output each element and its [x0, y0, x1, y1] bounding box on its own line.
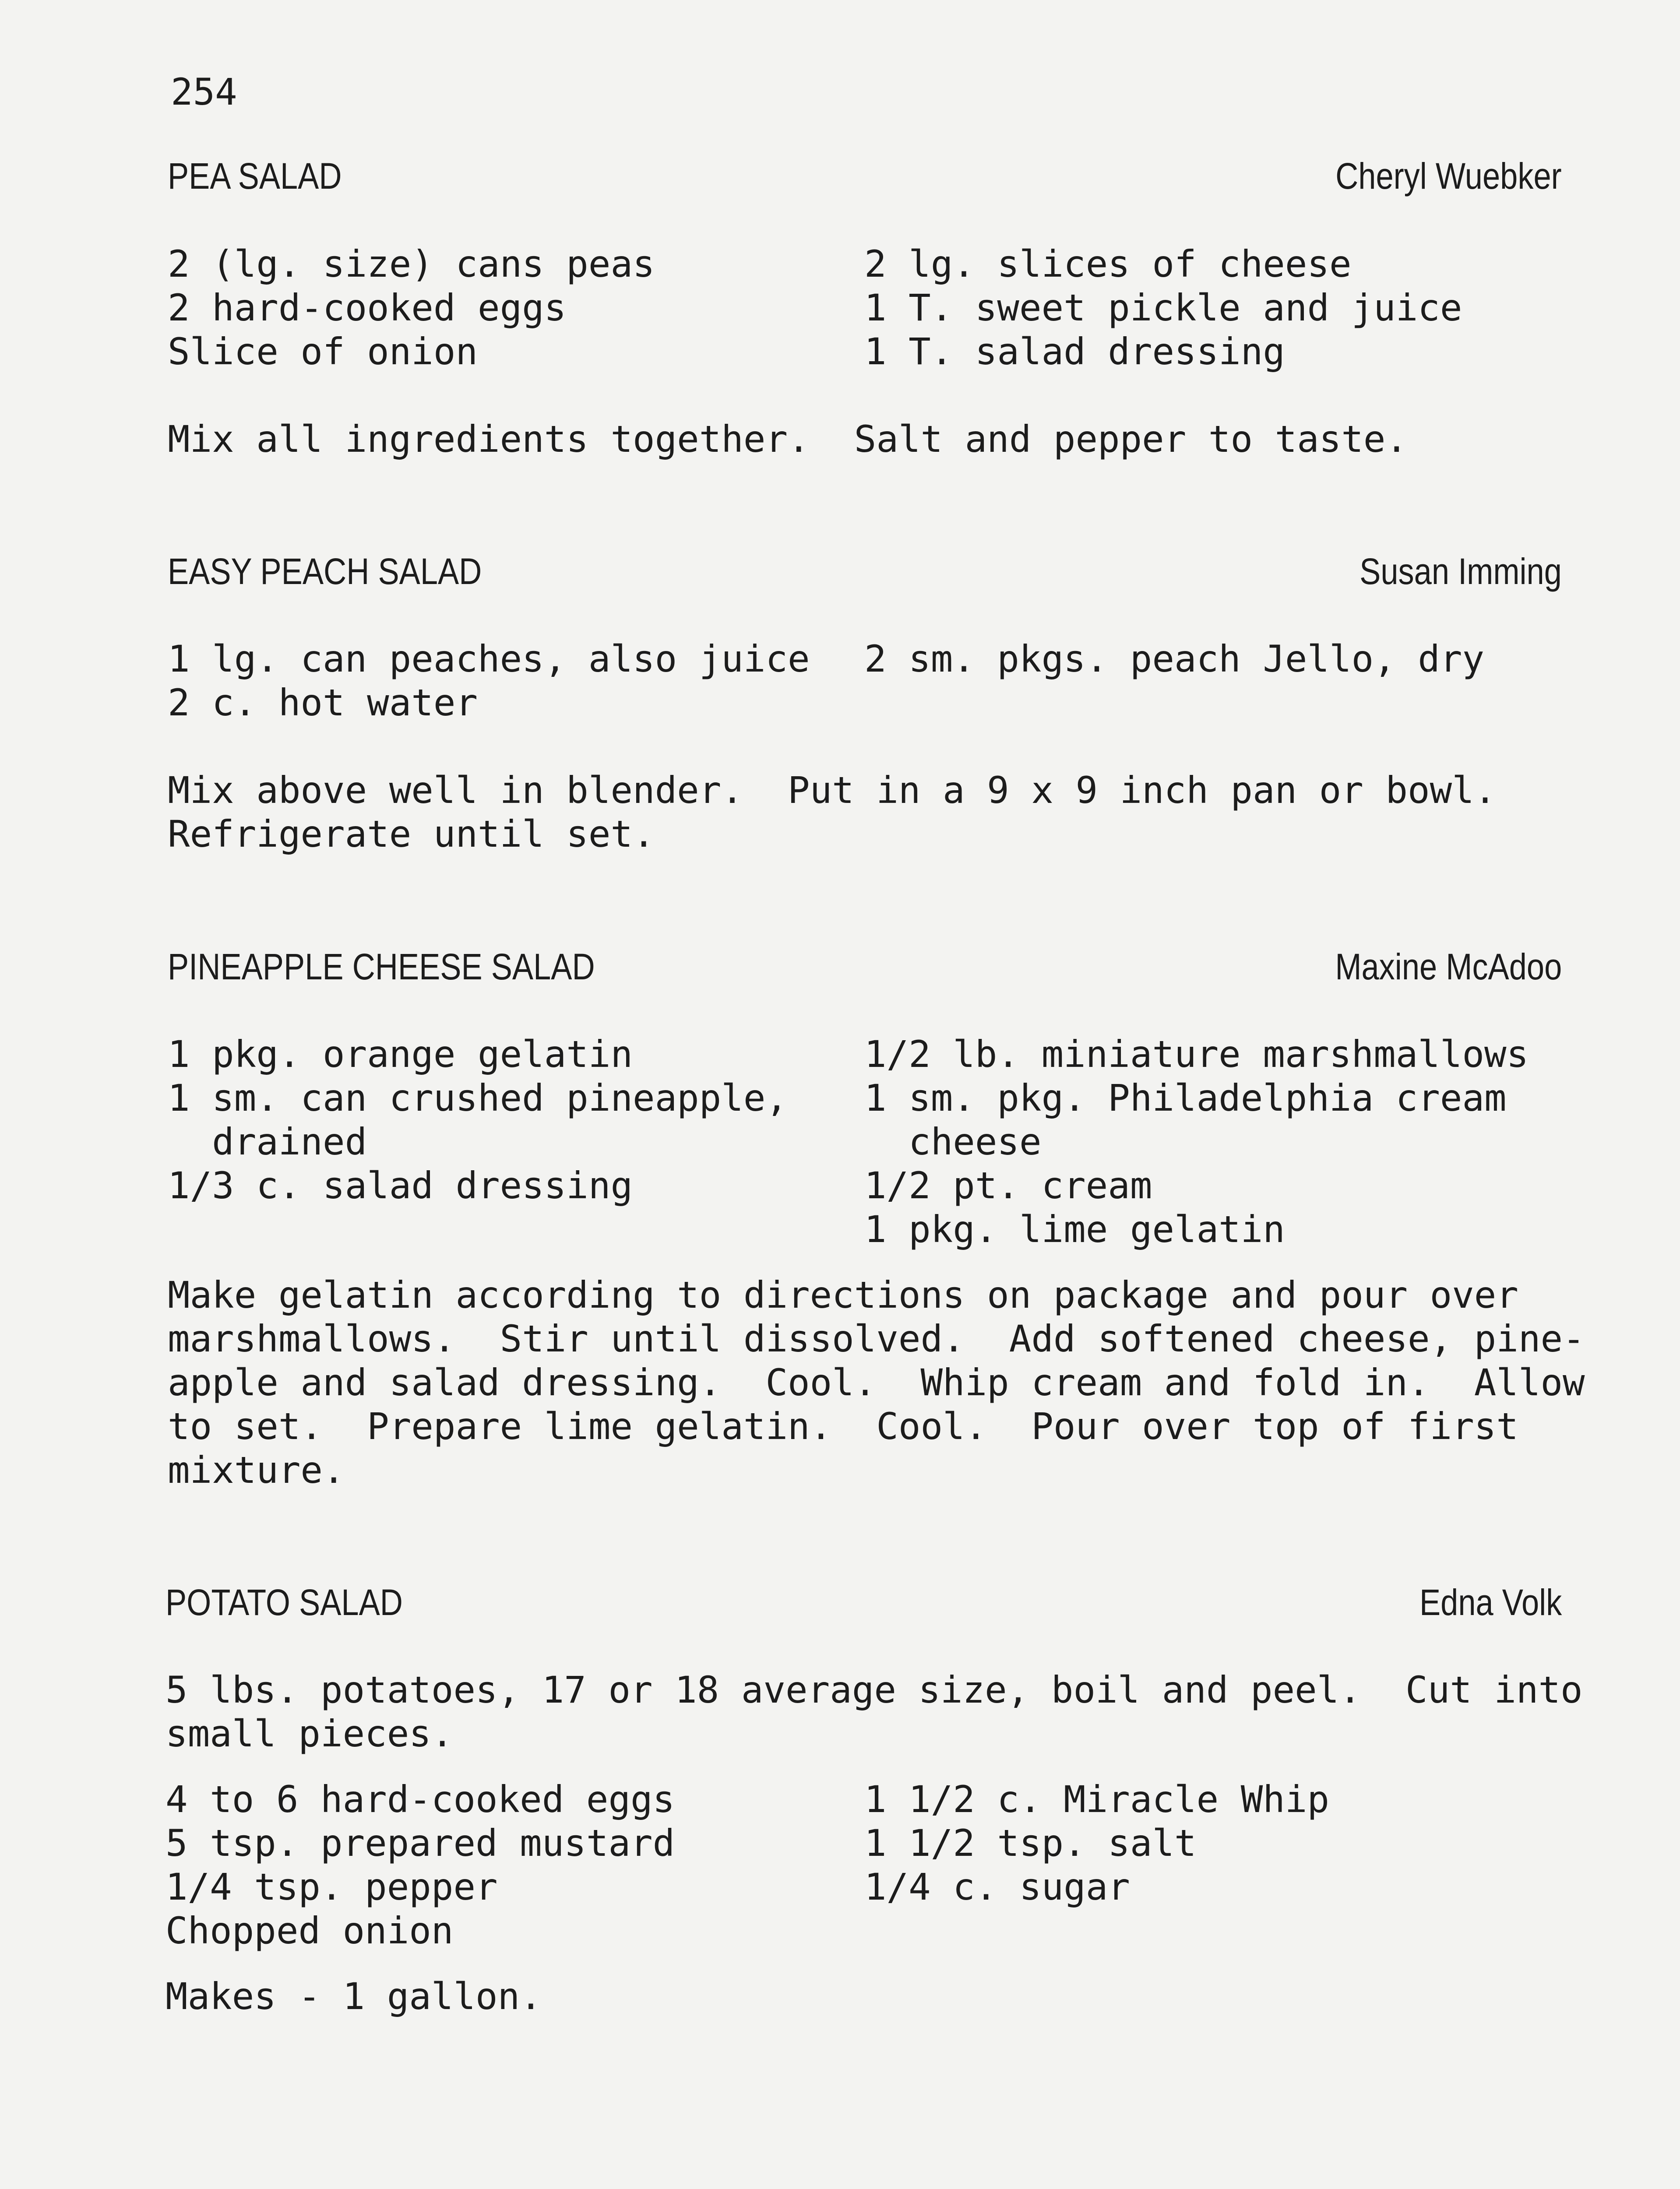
recipe-title: POTATO SALAD [166, 1582, 403, 1623]
ingredient-line: 1 lg. can peaches, also juice [168, 637, 810, 680]
ingredient-line: 1/3 c. salad dressing [168, 1164, 633, 1207]
ingredient-line: 1 T. salad dressing [864, 330, 1285, 373]
directions-line: Make gelatin according to directions on package and pour over [168, 1274, 1518, 1316]
ingredient-line: 1 T. sweet pickle and juice [864, 286, 1462, 329]
recipe-author: Maxine McAdoo [1335, 946, 1562, 987]
ingredient-line: 2 c. hot water [168, 681, 478, 724]
ingredient-line: 1 sm. pkg. Philadelphia cream [864, 1077, 1507, 1119]
recipe-title: EASY PEACH SALAD [168, 551, 482, 592]
ingredient-line: 5 tsp. prepared mustard [166, 1822, 675, 1865]
ingredient-line: Slice of onion [168, 330, 478, 373]
directions-line: mixture. [168, 1449, 345, 1492]
directions-line: Makes - 1 gallon. [166, 1975, 542, 2018]
page-number: 254 [171, 70, 237, 113]
directions-line: Mix all ingredients together. Salt and pepper to taste. [168, 418, 1408, 461]
directions-line: 5 lbs. potatoes, 17 or 18 average size, boil and peel. Cut into [166, 1668, 1583, 1711]
recipe-author: Susan Imming [1359, 551, 1562, 592]
recipe-title: PEA SALAD [168, 155, 342, 197]
ingredient-line: 1/2 pt. cream [864, 1164, 1152, 1207]
ingredient-line: 2 lg. slices of cheese [864, 243, 1352, 285]
ingredient-line: 1/2 lb. miniature marshmallows [864, 1033, 1529, 1076]
ingredient-line: 4 to 6 hard-cooked eggs [166, 1778, 675, 1821]
ingredient-line: Chopped onion [166, 1909, 454, 1952]
directions-line: to set. Prepare lime gelatin. Cool. Pour over top of first [168, 1405, 1518, 1448]
ingredient-line: 1 1/2 tsp. salt [864, 1822, 1197, 1865]
recipe-author: Cheryl Wuebker [1335, 155, 1562, 197]
ingredient-line: 2 hard-cooked eggs [168, 286, 567, 329]
directions-line: apple and salad dressing. Cool. Whip cream and fold in. Allow [168, 1361, 1585, 1404]
ingredient-line: 2 sm. pkgs. peach Jello, dry [864, 637, 1485, 680]
ingredient-line: 1 sm. can crushed pineapple, [168, 1077, 788, 1119]
recipe-title: PINEAPPLE CHEESE SALAD [168, 946, 595, 987]
ingredient-line: 2 (lg. size) cans peas [168, 243, 655, 285]
ingredient-line: 1/4 tsp. pepper [166, 1865, 498, 1908]
directions-line: small pieces. [166, 1712, 454, 1755]
ingredient-line: 1/4 c. sugar [864, 1865, 1130, 1908]
ingredient-line: 1 pkg. lime gelatin [864, 1208, 1285, 1251]
directions-line: Refrigerate until set. [168, 813, 655, 855]
directions-line: Mix above well in blender. Put in a 9 x 9 inch pan or bowl. [168, 769, 1497, 812]
directions-line: marshmallows. Stir until dissolved. Add softened cheese, pine- [168, 1317, 1585, 1360]
recipe-author: Edna Volk [1419, 1582, 1562, 1623]
ingredient-line: 1 pkg. orange gelatin [168, 1033, 633, 1076]
ingredient-line: drained [168, 1120, 367, 1163]
ingredient-line: cheese [864, 1120, 1042, 1163]
ingredient-line: 1 1/2 c. Miracle Whip [864, 1778, 1330, 1821]
